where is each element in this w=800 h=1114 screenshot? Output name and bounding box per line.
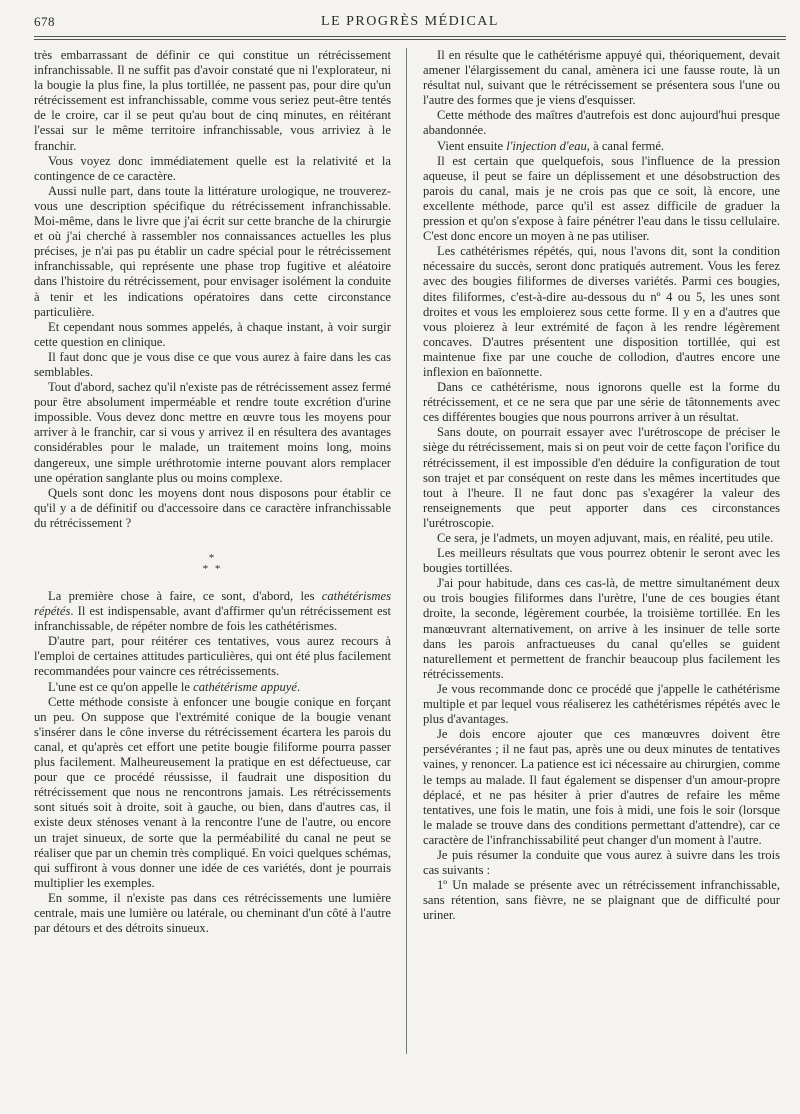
- paragraph: Je puis résumer la conduite que vous aurez à suivre dans les trois cas suivants :: [423, 847, 780, 878]
- asterism-separator: [34, 553, 391, 575]
- paragraph: [34, 680, 391, 695]
- paragraph: Les meilleurs résultats que vous pourrez obtenir le seront avec les bougies tortillées.: [423, 546, 780, 576]
- italic-term: l'injection d'eau: [506, 138, 587, 153]
- paragraph: [34, 589, 391, 634]
- paragraph: J'ai pour habitude, dans ces cas-là, de mettre simultanément deux ou trois bougies filiformes dans l'urètre, l'une de ces bougies étant droite, la seconde, légèrement courbée, la troisième tortillée. En les manœuvrant alternativement, on arrive à les insinuer de telle sorte dans les parois anfractueuses du canal qu'elles se guident naturellement et permettent de franchir beaucoup plus facilement les rétrécissements.: [423, 576, 780, 681]
- text-run: La première chose à faire, ce sont, d'abord, les: [48, 589, 322, 603]
- left-column: [34, 48, 391, 936]
- paragraph: 1º Un malade se présente avec un rétrécissement infranchissable, sans rétention, sans fièvre, ne se plaignant que de difficulté pour uriner.: [423, 878, 780, 923]
- paragraph: Vous voyez donc immédiatement quelle est la relativité et la contingence de ce caractère.: [34, 153, 391, 183]
- paragraph: D'autre part, pour réitérer ces tentatives, vous aurez recours à l'emploi de certaines attitudes particulières, qui ont été plus facilement recommandées pour vaincre ces rétrécissements.: [34, 634, 391, 679]
- text-run: Vient ensuite: [437, 138, 507, 153]
- paragraph: Quels sont donc les moyens dont nous disposons pour établir ce qu'il y a de définitif ou d'accessoire dans ce caractère infranchissable du rétrécissement ?: [34, 485, 391, 530]
- paragraph: Sans doute, on pourrait essayer avec l'urétroscope de préciser le siège du rétrécissement, mais si on peut voir de cette façon l'orifice du rétrécissement, il est impossible d'en déduire la configuration de tout son trajet et par conséquent on reste dans les mêmes incertitudes que tout à l'heure. Il ne faut donc pas s'exagérer la valeur des renseignements que peut apporter dans ces circonstances l'urétroscopie.: [423, 425, 780, 530]
- italic-term: cathétérisme appuyé: [193, 679, 297, 694]
- paragraph: Aussi nulle part, dans toute la littérature urologique, ne trouverez-vous une description spécifique du rétrécissement infranchissable. Moi-même, dans le livre que j'ai écrit sur cette branche de la chirurgie et où j'ai cherché à rassembler nos connaissances actuelles les plus précises, je n'ai pas pu établir un cadre spécial pour le rétrécissement infranchissable, qui représente une phase trop fugitive et aléatoire dans l'histoire du rétrécissement, pour envisager isolément la conduite à tenir et les indications opératoires dans cette circonstance particulière.: [34, 183, 391, 319]
- header-rule-bottom: [34, 39, 786, 40]
- text-run: . Il est indispensable, avant d'affirmer qu'un rétrécissement est infranchissable, de répéter nombre de fois les cathétérismes.: [34, 604, 391, 634]
- page-number: 678: [34, 14, 55, 29]
- paragraph: En somme, il n'existe pas dans ces rétrécissements une lumière centrale, mais une lumière ou latérale, ou cheminant d'un côté à l'autre par détours et des détroits sinueux.: [34, 890, 391, 936]
- asterism-top: *: [208, 552, 217, 564]
- page-header: [34, 14, 786, 38]
- text-run: , à canal fermé.: [586, 138, 665, 153]
- paragraph: Il en résulte que le cathétérisme appuyé qui, théoriquement, devait amener l'élargissement du canal, amènera ici une fausse route, là un résultat nul, suivant que le rétrécissement se présentera sous l'une ou l'autre des formes que je viens d'esquisser.: [423, 48, 780, 108]
- column-divider: [406, 48, 407, 1054]
- paragraph: Je dois encore ajouter que ces manœuvres doivent être persévérantes ; il ne faut pas, après une ou deux minutes de tentatives vaines, y renoncer. La patience est ici nécessaire au chirurgien, comme le temps au malade. Il faut également se dispenser d'un amour-propre déplacé, et ne pas hésiter à prier d'autres de refaire les même tentatives, une fois le matin, une fois à midi, une fois le soir (lorsque le malade se trouve dans des conditions permettant d'attendre), car ce caractère de l'infranchissabilité peut changer d'un moment à l'autre.: [423, 727, 780, 847]
- paragraph: [423, 139, 780, 154]
- text-run: .: [297, 679, 301, 694]
- paragraph: très embarrassant de définir ce qui constitue un rétrécissement infranchissable. Il ne suffit pas d'avoir constaté que ni l'explorateur, ni la bougie la plus fine, la plus tortillée, ne passent pas, pour dire qu'un rétrécissement est infranchissable, comme vous seriez peut-être tentés de le croire, car il se peut qu'au bout de cinq minutes, en réitérant l'essai sur le même territoire infranchissable, vous arriviez à le franchir.: [34, 48, 391, 153]
- asterism-bottom: * *: [202, 563, 223, 575]
- paragraph: Tout d'abord, sachez qu'il n'existe pas de rétrécissement assez fermé pour être absolument imperméable et rendre toute excrétion d'urine impossible. Vous devez donc mettre en œuvre tous les moyens pour arriver à le franchir, car si vous y arrivez il en résultera des avantages considérables pour le malade, un traitement moins long, moins dangereux, une simple uréthrotomie interne pouvant alors remplacer une opération sanglante plus ou moins complexe.: [34, 380, 391, 485]
- italic-term: cathétérismes répétés: [34, 589, 391, 619]
- paragraph: Cette méthode consiste à enfoncer une bougie conique en forçant un peu. On suppose que l'extrémité conique de la bougie venant s'insérer dans le cône inverse du rétrécissement écartera les parois du canal, et qu'après cet effort une petite bougie filiforme pourra passer plus facilement. Malheureusement la pratique en est défectueuse, car pour que ce procédé réussisse, il faudrait une disposition du rétrécissement que nous ne rencontrons jamais. Les rétrécissements sont situés soit à droite, soit à gauche, ou bien, dans d'autres cas, il existe deux sténoses venant à la rencontre l'une de l'autre, ou encore un trajet sinueux, de sorte que la perméabilité du canal ne peut se réaliser que par un chemin très compliqué. En voici quelques schémas, qui suffiront à vous donner une idée de ces variétés, dont je pourrais multiplier les exemples.: [34, 694, 391, 890]
- paragraph: Ce sera, je l'admets, un moyen adjuvant, mais, en réalité, peu utile.: [437, 531, 774, 545]
- text-run: L'une est ce qu'on appelle le: [48, 679, 194, 694]
- paragraph: Cette méthode des maîtres d'autrefois est donc aujourd'hui presque abandonnée.: [423, 108, 780, 138]
- running-title: LE PROGRÈS MÉDICAL: [321, 14, 499, 29]
- header-rule-top: [34, 36, 786, 37]
- paragraph: Et cependant nous sommes appelés, à chaque instant, à voir surgir cette question en clinique.: [34, 319, 391, 349]
- paragraph: Dans ce cathétérisme, nous ignorons quelle est la forme du rétrécissement, et ce ne sera que par une série de tâtonnements avec ces différentes bougies que nous pourrons arriver à un résultat.: [423, 380, 780, 425]
- paragraph: Les cathétérismes répétés, qui, nous l'avons dit, sont la condition nécessaire du succès, seront donc pratiqués autrement. Vous les ferez avec des bougies filiformes de diverses variétés. Parmi ces bougies, dites filiformes, c'est-à-dire au-dessous du nº 4 ou 5, les unes sont droites et vous les emploierez sous cette forme. Il y en a d'autres que vous ploierez à leur extrémité de façon à les rendre légèrement concaves. D'autres présentent une disposition tortillée, qui est maintenue fixe par une couche de collodion, d'autres encore une inflexion en baïonnette.: [423, 244, 780, 379]
- right-column: [423, 48, 780, 923]
- paragraph: Il faut donc que je vous dise ce que vous aurez à faire dans les cas semblables.: [34, 349, 391, 379]
- paragraph: Je vous recommande donc ce procédé que j'appelle le cathétérisme multiple et par lequel vous réaliserez les cathétérismes répétés avec le plus d'avantages.: [423, 681, 780, 727]
- paragraph: Il est certain que quelquefois, sous l'influence de la pression aqueuse, il peut se faire un déplissement et une désobstruction des parois du canal, mais je ne crois pas que ce soit, là encore, une excellente méthode, parce qu'il est assez difficile de graduer la pression et qu'on s'expose à faire pénétrer l'eau dans le tissu cellulaire. C'est donc encore un moyen à ne pas utiliser.: [423, 153, 780, 244]
